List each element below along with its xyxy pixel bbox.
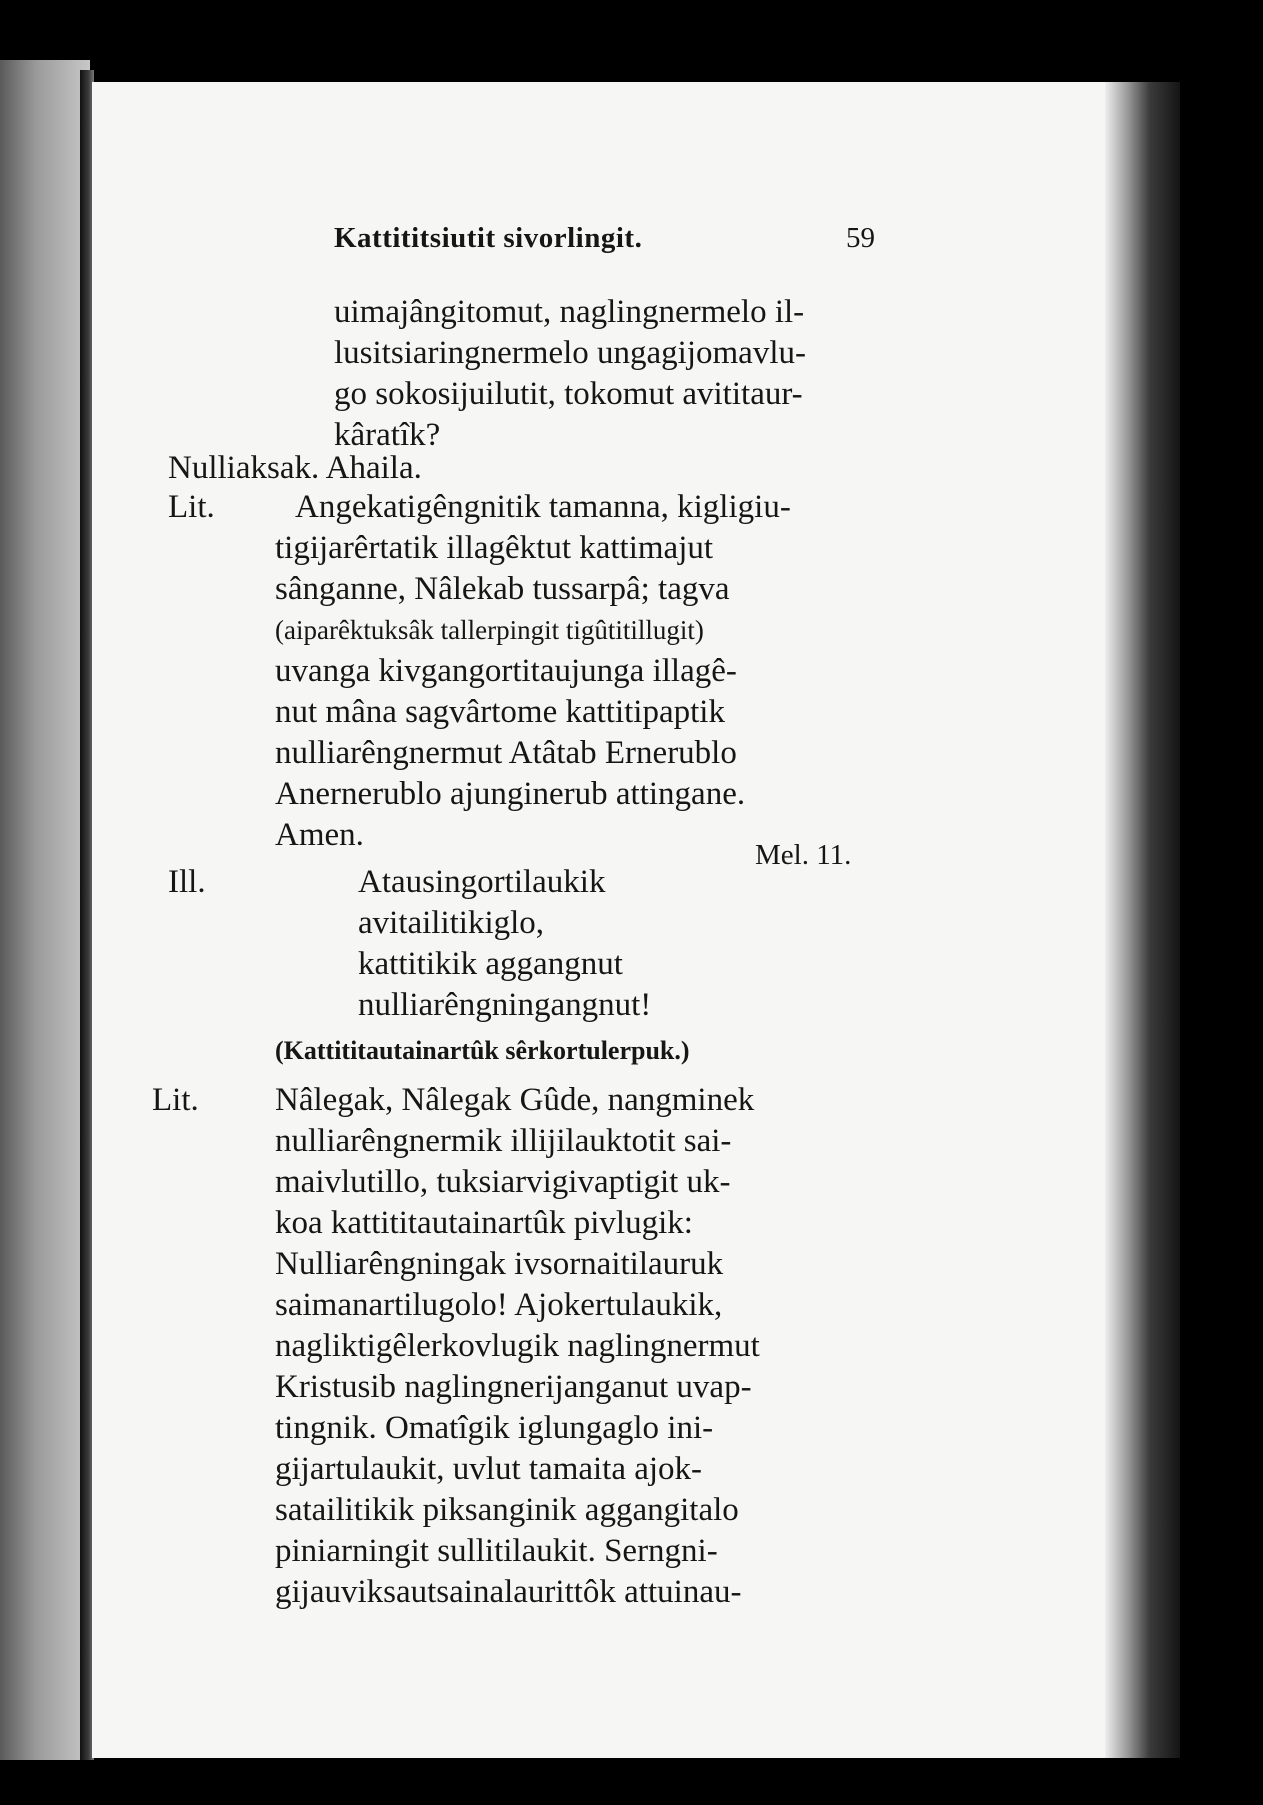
text-line: nulliarêngnermik illijilauktotit sai- [275, 1123, 732, 1159]
text-line: koa kattititautainartûk pivlugik: [275, 1205, 693, 1241]
text-line: Nâlegak, Nâlegak Gûde, nangminek [275, 1082, 755, 1118]
text-line: saimanartilugolo! Ajokertulaukik, [275, 1287, 723, 1323]
text-line: gijauviksautsainalaurittôk attuinau- [275, 1574, 742, 1610]
text-line: nagliktigêlerkovlugik naglingnermut [275, 1328, 760, 1364]
liturgist-label: Lit. [168, 489, 215, 525]
text-line: (aiparêktuksâk tallerpingit tigûtitillugit) [275, 615, 704, 645]
text-line: go sokosijuilutit, tokomut avititaur- [334, 376, 803, 412]
liturgist-prayer [275, 1080, 760, 1613]
melody-reference: Mel. 11. [755, 839, 852, 871]
text-line: uvanga kivgangortitaujunga illagê- [275, 653, 737, 689]
text-line: Anernerublo ajunginerub attingane. [275, 776, 746, 812]
text-line: Angekatigêngnitik tamanna, kigligiu- [295, 489, 791, 525]
text-line: kâratîk? [334, 417, 441, 453]
text-line: gijartulaukit, uvlut tamaita ajok- [275, 1451, 703, 1487]
page-number: 59 [846, 222, 875, 254]
text-line: Kristusib naglingnerijanganut uvap- [275, 1369, 752, 1405]
speaker-line: Nulliaksak. Ahaila. [168, 450, 422, 486]
text-line: nut mâna sagvârtome kattitipaptik [275, 694, 725, 730]
hymn-number: Ill. [168, 864, 206, 900]
text-line: tigijarêrtatik illagêktut kattimajut [275, 530, 714, 566]
text-line: uimajângitomut, naglingnermelo il- [334, 294, 805, 330]
liturgist-label: Lit. [152, 1082, 199, 1118]
text-line: Amen. [275, 817, 364, 853]
text-line: sânganne, Nâlekab tussarpâ; tagva [275, 571, 730, 607]
liturgist-prayer [275, 487, 905, 856]
hymn-verse [358, 862, 651, 1026]
facing-page-edge [0, 60, 90, 1760]
running-title: Kattititsiutit sivorlingit. [334, 222, 643, 254]
text-line: lusitsiaringnermelo ungagijomavlu- [334, 335, 806, 371]
text-line: nulliarêngnermut Atâtab Ernerublo [275, 735, 737, 771]
text-line: Nulliarêngningak ivsornaitilauruk [275, 1246, 724, 1282]
book-gutter [1105, 82, 1180, 1758]
hymn-source: (Kattititautainartûk sêrkortulerpuk.) [275, 1036, 690, 1065]
text-line: piniarningit sullitilaukit. Serngni- [275, 1533, 718, 1569]
verse-line: nulliarêngningangnut! [358, 987, 652, 1023]
verse-line: kattitikik aggangnut [358, 946, 623, 982]
text-line: maivlutillo, tuksiarvigivaptigit uk- [275, 1164, 731, 1200]
prayer-continued [334, 292, 806, 456]
text-line: satailitikik piksanginik aggangitalo [275, 1492, 739, 1528]
verse-line: Atausingortilaukik [358, 864, 606, 900]
verse-line: avitailitikiglo, [358, 905, 545, 941]
text-line: tingnik. Omatîgik iglungaglo ini- [275, 1410, 714, 1446]
